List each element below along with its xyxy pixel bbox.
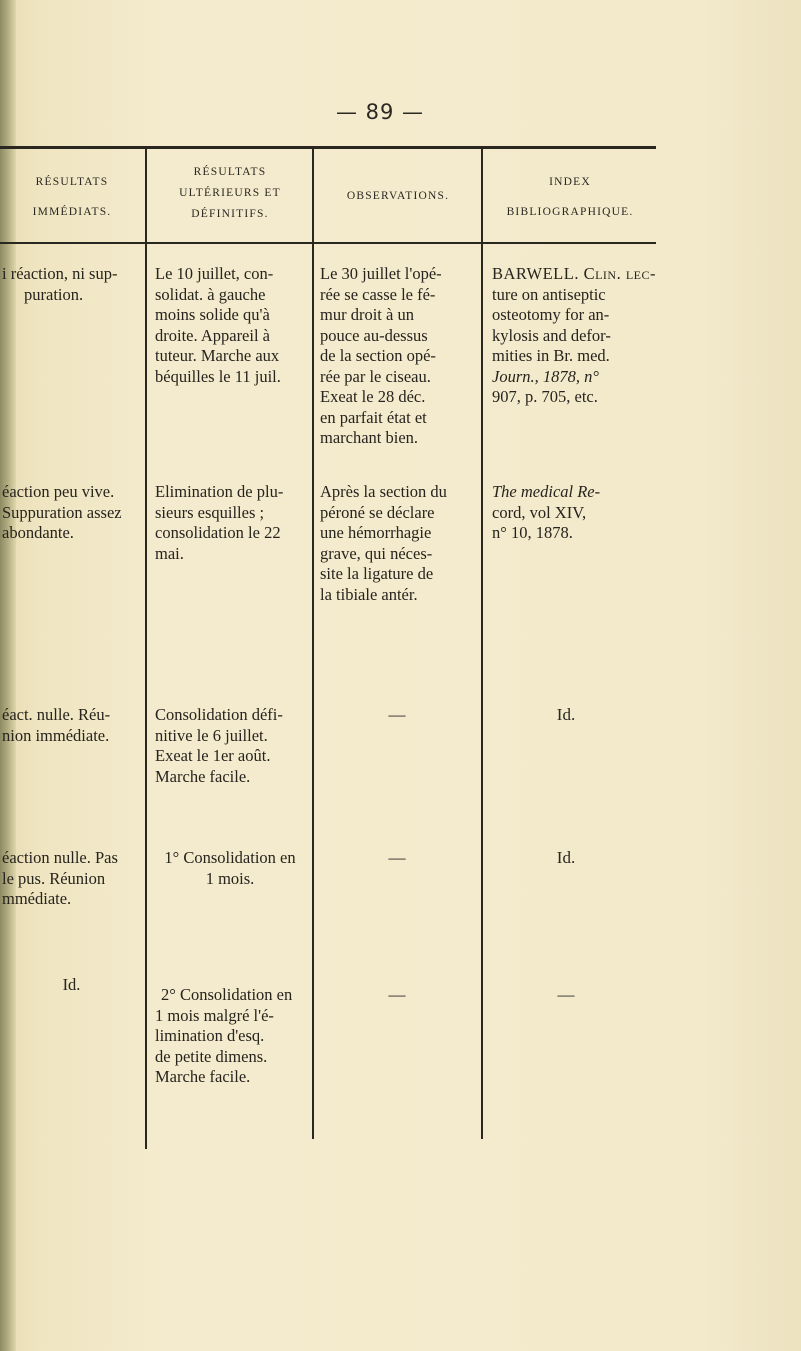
row4-observations: — <box>388 848 406 867</box>
row3-index: Id. <box>556 705 576 724</box>
row2-immediats: éaction peu vive. Suppuration assez abondante. <box>2 482 122 542</box>
page-number: — 89 — <box>335 100 425 124</box>
row5-ulterieurs: 2° Consolidation en 1 mois malgré l'é- limination d'esq. de petite dimens. Marche facile. <box>155 985 293 1086</box>
row3-observations: — <box>388 705 406 724</box>
row3-immediats: éact. nulle. Réu- nion immédiate. <box>2 705 111 745</box>
row1-immediats: i réaction, ni sup- puration. <box>2 264 118 304</box>
row5-immediats: Id. <box>62 975 81 994</box>
row1-index: BARWELL. Clin. lec- ture on antiseptic osteotomy for an- kylosis and defor- mities in Br. med. Journ., 1878, n° 907, p. 705, etc. <box>492 264 656 406</box>
row4-immediats: éaction nulle. Pas le pus. Réunion mmédiate. <box>2 848 118 908</box>
row2-observations: Après la section du péroné se déclare une hémorrhagie grave, qui néces- site la ligature de la tibiale antér. <box>320 482 447 604</box>
header-resultats-ulterieurs: RÉSULTATS ULTÉRIEURS ET DÉFINITIFS. <box>179 166 281 220</box>
header-observations: OBSERVATIONS. <box>346 190 450 202</box>
row1-ulterieurs: Le 10 juillet, con- solidat. à gauche moins solide qu'à droite. Appareil à tuteur. Marche aux béquilles le 11 juil. <box>155 264 281 386</box>
header-index-bibliographique: INDEX BIBLIOGRAPHIQUE. <box>506 176 634 218</box>
table-top-rule <box>0 146 656 149</box>
column-divider-1 <box>145 149 147 1149</box>
header-bottom-rule <box>0 242 656 244</box>
row1-observations: Le 30 juillet l'opé- rée se casse le fé- mur droit à un pouce au-dessus de la section opé- rée par le ciseau. Exeat le 28 déc. en parfait état et marchant bien. <box>320 264 442 447</box>
row4-ulterieurs: 1° Consolidation en 1 mois. <box>164 848 296 888</box>
header-resultats-immediats: RÉSULTATS IMMÉDIATS. <box>32 176 112 218</box>
row2-ulterieurs: Elimination de plu- sieurs esquilles ; consolidation le 22 mai. <box>155 482 284 563</box>
row5-index: — <box>557 985 575 1004</box>
row2-index: The medical Re- cord, vol XIV, n° 10, 1878. <box>492 482 601 542</box>
row3-ulterieurs: Consolidation défi- nitive le 6 juillet. Exeat le 1er août. Marche facile. <box>155 705 283 786</box>
row5-observations: — <box>388 985 406 1004</box>
row4-index: Id. <box>556 848 576 867</box>
